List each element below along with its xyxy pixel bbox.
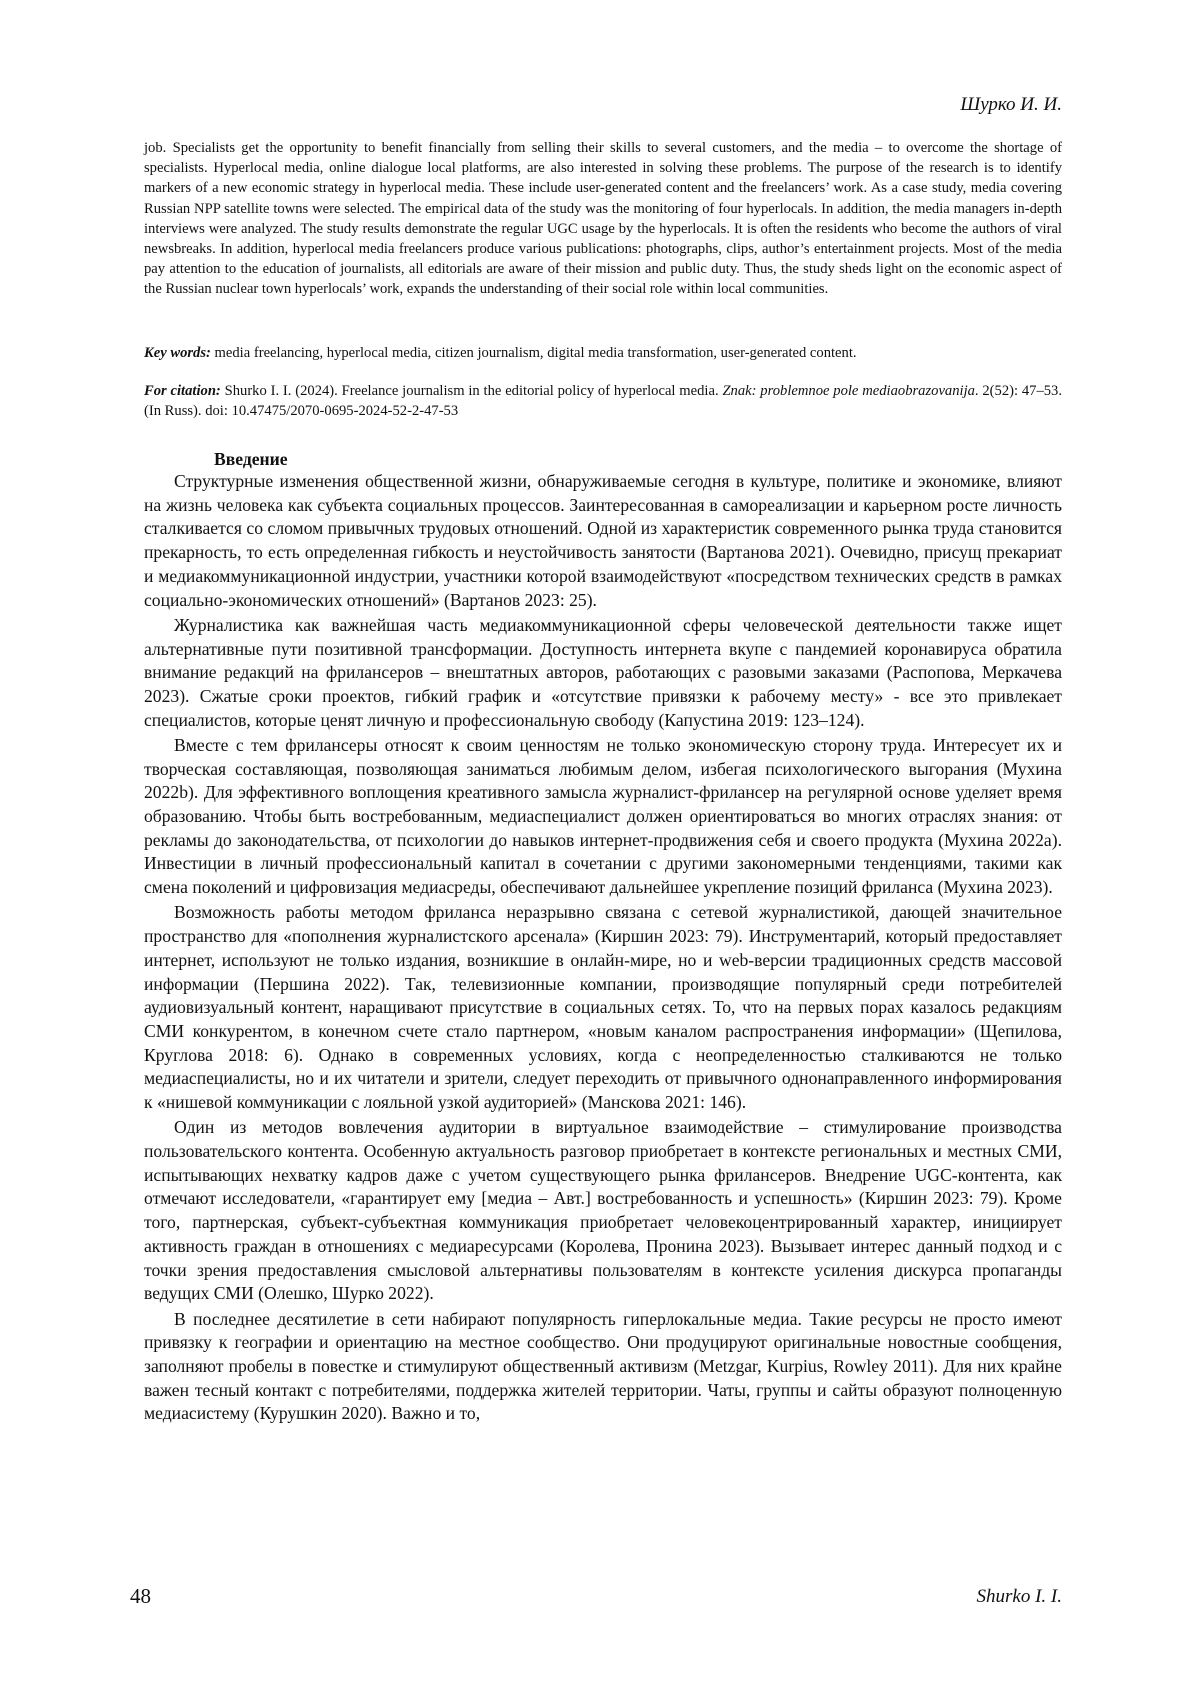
citation-text: Shurko I. I. (2024). Freelance journalism in the editorial policy of hyperlocal media.	[220, 383, 723, 399]
citation-details: . 2(52): 47–53. (In Russ). doi: 10.47475/2070-0695-2024-52-2-47-53	[144, 383, 1062, 420]
page-number: 48	[130, 1584, 151, 1608]
abstract-text: job. Specialists get the opportunity to benefit financially from selling their skills to several customers, and the media – to overcome the shortage of specialists. Hyperlocal media, online dialogue local platforms, are also interested in solving these problems. The purpose of the research is to identify markers of a new economic strategy in hyperlocal media. These include user-generated content and the freelancers’ work. As a case study, media covering Russian NPP satellite towns were selected. The empirical data of the study was the monitoring of four hyperlocals. In addition, the media managers in-depth interviews were analyzed. The study results demonstrate the regular UGC usage by the hyperlocals. It is often the residents who become the authors of viral newsbreaks. In addition, hyperlocal media freelancers produce various publications: photographs, clips, author’s entertainment projects. Most of the media pay attention to the education of journalists, all editorials are aware of their mission and public duty. Thus, the study sheds light on the economic aspect of the Russian nuclear town hyperlocals’ work, expands the understanding of their social role within local communities.	[144, 140, 1062, 298]
citation-journal: Znak: problemnoe pole mediaobrazovanija	[722, 383, 975, 399]
paragraph: В последнее десятилетие в сети набирают популярность гиперлокальные медиа. Такие ресурсы не просто имеют привязку к географии и ориентацию на местное сообщество. Они продуцируют оригинальные новостные сообщения, заполняют пробелы в повестке и стимулируют общественный активизм (Metzgar, Kurpius, Rowley 2011). Для них крайне важен тесный контакт с потребителями, поддержка жителей территории. Чаты, группы и сайты образуют полноценную медиасистему (Курушкин 2020). Важно и то,	[144, 1308, 1062, 1424]
paragraph: Вместе с тем фрилансеры относят к своим ценностям не только экономическую сторону труда. Интересует их и творческая составляющая, позволяющая заниматься любимым делом, избегая психологического выгорания (Мухина 2022b). Для эффективного воплощения креативного замысла журналист-фрилансер на регулярной основе уделяет время образованию. Чтобы быть востребованным, медиаспециалист должен ориентироваться во многих отраслях знания: от рекламы до законодательства, от психологии до навыков интернет-продвижения себя и своего продукта (Мухина 2022a). Инвестиции в личный профессиональный капитал в сочетании с другими закономерными тенденциями, такими как смена поколений и цифровизация медиасреды, обеспечивают дальнейшее укрепление позиций фриланса (Мухина 2023).	[144, 734, 1062, 898]
keywords-text: media freelancing, hyperlocal media, citizen journalism, digital media transformation, user-generated content.	[210, 345, 857, 361]
footer-author: Shurko I. I.	[976, 1586, 1062, 1607]
running-head: Шурко И. И.	[960, 94, 1062, 115]
paragraph: Один из методов вовлечения аудитории в виртуальное взаимодействие – стимулирование производства пользовательского контента. Особенную актуальность разговор приобретает в контексте региональных и местных СМИ, испытывающих нехватку кадров даже с учетом существующего рынка фрилансеров. Внедрение UGC-контента, как отмечают исследователи, «гарантирует ему [медиа – Авт.] востребованность и успешность» (Киршин 2023: 79). Кроме того, партнерская, субъект-субъектная коммуникация приобретает человекоцентрированный характер, инициирует активность граждан в отношениях с медиаресурсами (Королева, Пронина 2023). Вызывает интерес данный подход и с точки зрения предоставления смысловой альтернативы пользователям в контексте усиления дискурса пропаганды ведущих СМИ (Олешко, Шурко 2022).	[144, 1117, 1062, 1304]
citation-label: For citation:	[144, 383, 221, 399]
paragraph: Возможность работы методом фриланса неразрывно связана с сетевой журналистикой, дающей значительное пространство для «пополнения журналистского арсенала» (Киршин 2023: 79). Инструментарий, который предоставляет интернет, используют не только издания, возникшие в онлайн-мире, но и web-версии традиционных средств массовой информации (Першина 2022). Так, телевизионные компании, производящие популярный среди потребителей аудиовизуальный контент, наращивают присутствие в социальных сетях. То, что на первых порах казалось редакциям СМИ конкурентом, в конечном счете стало партнером, «новым каналом распространения информации» (Щепилова, Круглова 2018: 6). Однако в современных условиях, когда с неопределенностью сталкиваются не только медиаспециалисты, но и их читатели и зрители, следует переходить от привычного однонаправленного информирования к «нишевой коммуникации с лояльной узкой аудиторией» (Манскова 2021: 146).	[144, 902, 1062, 1113]
paragraph: Журналистика как важнейшая часть медиакоммуникационной сферы человеческой деятельности также ищет альтернативные пути позитивной трансформации. Доступность интернета вкупе с пандемией коронавируса обратила внимание редакций на фрилансеров – внештатных авторов, работающих с разовыми заказами (Распопова, Меркачева 2023). Сжатые сроки проектов, гибкий график и «отсутствие привязки к рабочему месту» - все это привлекает специалистов, которые ценят личную и профессиональную свободу (Капустина 2019: 123–124).	[144, 614, 1062, 730]
citation	[144, 381, 1062, 421]
keywords	[144, 343, 1062, 363]
paragraph: Структурные изменения общественной жизни, обнаруживаемые сегодня в культуре, политике и экономике, влияют на жизнь человека как субъекта социальных процессов. Заинтересованная в самореализации и карьерном росте личность сталкивается со сломом привычных трудовых отношений. Одной из характеристик современного рынка труда становится прекарность, то есть определенная гибкость и неустойчивость занятости (Вартанова 2021). Очевидно, присущ прекариат и медиакоммуникационной индустрии, участники которой взаимодействуют «посредством технических средств в рамках социально-экономических отношений» (Вартанов 2023: 25).	[144, 471, 1062, 610]
keywords-label: Key words:	[144, 345, 211, 361]
body-text	[144, 470, 1062, 1428]
section-title: Введение	[214, 449, 288, 469]
